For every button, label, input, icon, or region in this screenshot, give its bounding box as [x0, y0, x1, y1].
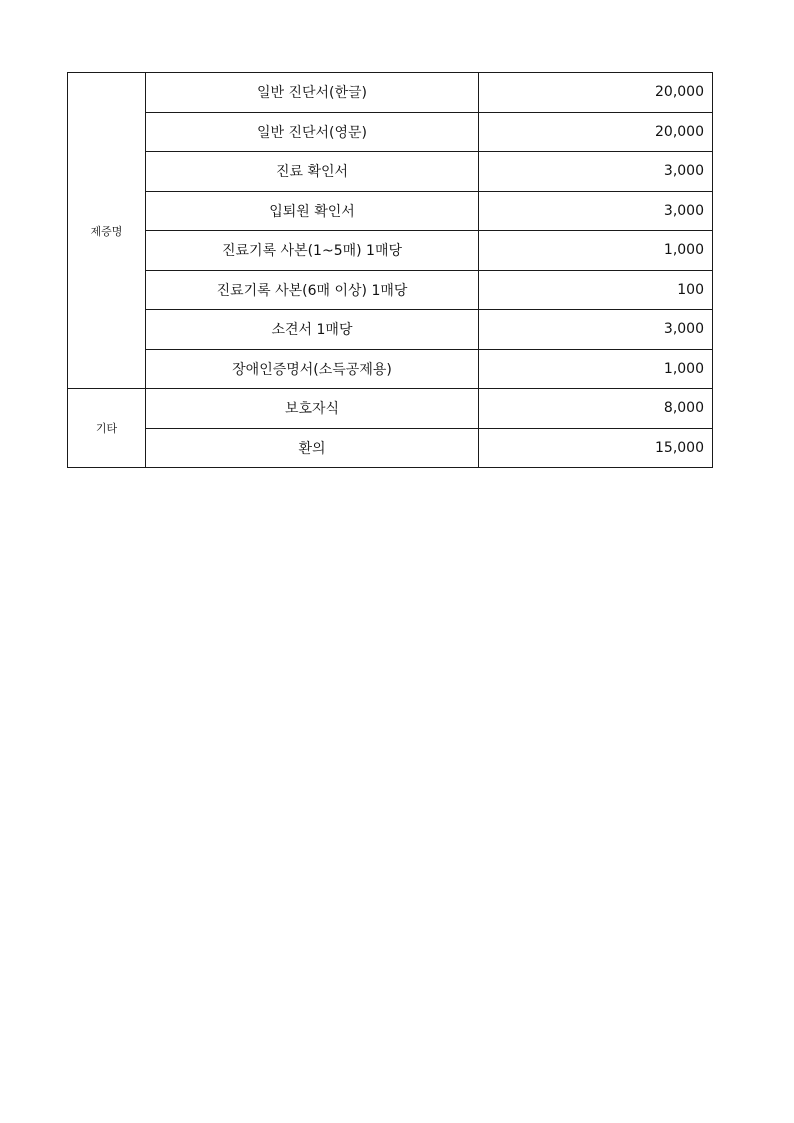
- fee-table: [67, 72, 713, 468]
- item-price: 20,000: [479, 112, 713, 152]
- table-row: [68, 310, 713, 350]
- item-price: 1,000: [479, 349, 713, 389]
- item-price: 8,000: [479, 389, 713, 429]
- item-price: 100: [479, 270, 713, 310]
- table-row: [68, 191, 713, 231]
- item-price: 20,000: [479, 73, 713, 113]
- table-row: [68, 349, 713, 389]
- item-price: 3,000: [479, 310, 713, 350]
- table-row: [68, 73, 713, 113]
- item-name: 소견서 1매당: [146, 310, 479, 350]
- table-row: [68, 112, 713, 152]
- item-name: 일반 진단서(한글): [146, 73, 479, 113]
- item-name: 장애인증명서(소득공제용): [146, 349, 479, 389]
- table-row: [68, 152, 713, 192]
- item-price: 3,000: [479, 152, 713, 192]
- category-cell-certificates: 제증명: [68, 73, 146, 389]
- item-price: 15,000: [479, 428, 713, 468]
- table-row: [68, 428, 713, 468]
- item-name: 보호자식: [146, 389, 479, 429]
- item-name: 입퇴원 확인서: [146, 191, 479, 231]
- item-price: 1,000: [479, 231, 713, 271]
- item-name: 진료기록 사본(6매 이상) 1매당: [146, 270, 479, 310]
- item-name: 일반 진단서(영문): [146, 112, 479, 152]
- item-name: 환의: [146, 428, 479, 468]
- item-name: 진료 확인서: [146, 152, 479, 192]
- table-row: [68, 231, 713, 271]
- item-name: 진료기록 사본(1~5매) 1매당: [146, 231, 479, 271]
- item-price: 3,000: [479, 191, 713, 231]
- table-row: [68, 389, 713, 429]
- table-row: [68, 270, 713, 310]
- category-cell-other: 기타: [68, 389, 146, 468]
